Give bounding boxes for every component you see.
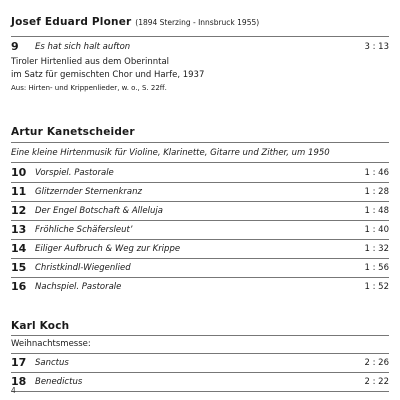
track-title: Fröhliche Schäfersleut’ — [35, 224, 133, 235]
track-duration: 1 : 56 — [364, 262, 389, 273]
track-row — [11, 280, 389, 294]
divider — [11, 142, 389, 143]
track-row — [11, 356, 389, 370]
track-row — [11, 204, 389, 218]
track-number: 12 — [11, 204, 27, 217]
track-row — [11, 375, 389, 389]
track-number: 10 — [11, 166, 27, 179]
track-title: Sanctus — [35, 357, 69, 368]
track-number: 13 — [11, 223, 27, 236]
track-title: Benedictus — [35, 376, 83, 387]
track-duration: 2 : 26 — [364, 357, 389, 368]
divider — [11, 220, 389, 221]
track-row — [11, 185, 389, 199]
divider — [11, 258, 389, 259]
track-number: 14 — [11, 242, 27, 255]
track-duration: 2 : 22 — [364, 376, 389, 387]
divider — [11, 372, 389, 373]
work-description: Tiroler Hirtenlied aus dem Oberinntal — [11, 57, 170, 67]
track-number: 9 — [11, 40, 19, 53]
divider — [11, 353, 389, 354]
composer-name: Josef Eduard Ploner — [11, 16, 132, 28]
track-row — [11, 223, 389, 237]
track-number: 18 — [11, 375, 27, 388]
composer-name: Karl Koch — [11, 320, 70, 332]
track-title: Vorspiel. Pastorale — [35, 167, 114, 178]
divider — [11, 201, 389, 202]
composer-name: Artur Kanetscheider — [11, 126, 135, 138]
track-number: 11 — [11, 185, 27, 198]
composer-kanetscheider — [11, 126, 135, 138]
work-description-2: im Satz für gemischten Chor und Harfe, 1937 — [11, 70, 205, 80]
source-note: Aus: Hirten- und Krippenlieder, w. o., S. 22ff. — [11, 84, 167, 92]
divider — [11, 36, 389, 37]
track-number: 16 — [11, 280, 27, 293]
composer-koch — [11, 320, 69, 332]
track-duration: 1 : 52 — [364, 281, 389, 292]
track-row — [11, 242, 389, 256]
track-row — [11, 166, 389, 180]
track-title: Glitzernder Sternenkranz — [35, 186, 142, 197]
track-duration: 3 : 13 — [364, 41, 389, 52]
track-duration: 1 : 48 — [364, 205, 389, 216]
track-row — [11, 40, 389, 54]
composer-lifespan: (1894 Sterzing - Innsbruck 1955) — [135, 18, 260, 27]
work-title: Eine kleine Hirtenmusik für Violine, Klarinette, Gitarre und Zither, um 1950 — [11, 148, 330, 158]
track-title: Eiliger Aufbruch & Weg zur Krippe — [35, 243, 181, 254]
track-title: Es hat sich halt aufton — [35, 41, 131, 52]
divider — [11, 335, 389, 336]
divider — [11, 239, 389, 240]
divider — [11, 182, 389, 183]
track-title: Der Engel Botschaft & Alleluja — [35, 205, 163, 216]
divider — [11, 162, 389, 163]
track-row — [11, 261, 389, 275]
page-number: 4 — [11, 386, 16, 395]
composer-ploner — [11, 16, 259, 28]
track-duration: 1 : 32 — [364, 243, 389, 254]
divider — [11, 277, 389, 278]
track-title: Nachspiel. Pastorale — [35, 281, 122, 292]
track-duration: 1 : 46 — [364, 167, 389, 178]
divider — [11, 391, 389, 392]
track-duration: 1 : 28 — [364, 186, 389, 197]
track-number: 17 — [11, 356, 27, 369]
track-duration: 1 : 40 — [364, 224, 389, 235]
track-number: 15 — [11, 261, 27, 274]
track-title: Christkindl-Wiegenlied — [35, 262, 131, 273]
work-title: Weihnachtsmesse: — [11, 339, 91, 349]
